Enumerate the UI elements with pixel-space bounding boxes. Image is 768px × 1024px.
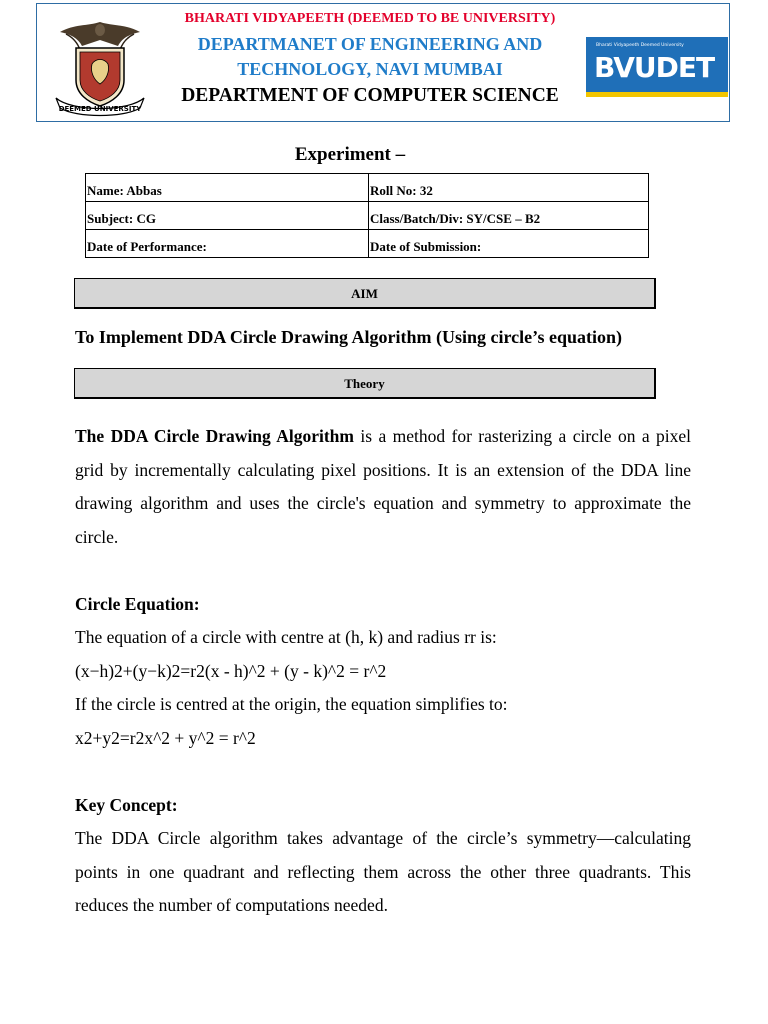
theory-intro-paragraph	[75, 420, 691, 554]
table-cell: Class/Batch/Div: SY/CSE – B2	[369, 202, 649, 230]
theory-section-bar: Theory	[74, 368, 656, 399]
department-line-2: TECHNOLOGY, NAVI MUMBAI	[237, 59, 503, 79]
university-name: BHARATI VIDYAPEETH (DEEMED TO BE UNIVERSITY)	[184, 11, 556, 26]
logo-caption: Bharati Vidyapeeth Deemed University	[596, 43, 684, 48]
theory-intro-rest: is a method for rasterizing a circle on a pixel grid by incrementally calculating pixel positions. It is an extension of the DDA line drawing algorithm and uses the circle's equation and symmetry to approximate the circle.	[75, 426, 691, 547]
aim-section-bar: AIM	[74, 278, 656, 309]
bvudet-logo-icon	[586, 37, 728, 97]
key-concept-paragraph: The DDA Circle algorithm takes advantage of the circle’s symmetry—calculating points in one quadrant and reflecting them across the other three quadrants. This reduces the number of computations needed.	[75, 828, 691, 915]
table-cell: Name: Abbas	[86, 174, 369, 202]
circle-equation-heading: Circle Equation:	[75, 594, 200, 614]
crest-ribbon-text: DEEMED UNIVERSITY	[58, 105, 142, 113]
circle-equation-formula: x2+y2=r2x^2 + y^2 = r^2	[75, 728, 256, 748]
circle-equation-line: If the circle is centred at the origin, the equation simplifies to:	[75, 694, 508, 714]
circle-equation-line: The equation of a circle with centre at (h, k) and radius rr is:	[75, 627, 497, 647]
university-crest-icon	[52, 18, 148, 118]
key-concept-heading: Key Concept:	[75, 795, 178, 815]
circle-equation-formula: (x−h)2+(y−k)2=r2(x - h)^2 + (y - k)^2 = r^2	[75, 661, 387, 681]
table-row	[86, 174, 649, 202]
student-info-table	[85, 173, 649, 258]
table-cell: Subject: CG	[86, 202, 369, 230]
experiment-title: Experiment –	[294, 144, 406, 165]
logo-text: BVUDET	[594, 51, 715, 84]
department-line-1: DEPARTMANET OF ENGINEERING AND	[197, 34, 543, 54]
table-cell: Date of Performance:	[86, 230, 369, 258]
theory-intro-bold: The DDA Circle Drawing Algorithm	[75, 426, 354, 446]
table-row	[86, 230, 649, 258]
table-row	[86, 202, 649, 230]
department-line-3: DEPARTMENT OF COMPUTER SCIENCE	[181, 85, 559, 106]
aim-text: To Implement DDA Circle Drawing Algorithm (Using circle’s equation)	[75, 327, 622, 347]
table-cell: Roll No: 32	[369, 174, 649, 202]
table-cell: Date of Submission:	[369, 230, 649, 258]
